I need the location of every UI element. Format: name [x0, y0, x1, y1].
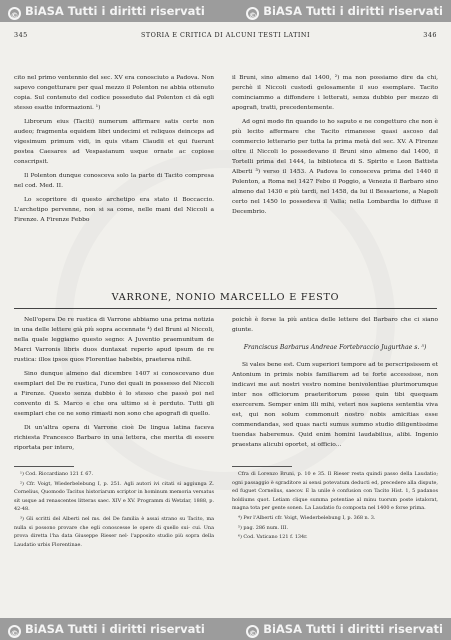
paragraph: Sino dunque almeno dal dicembre 1407 si conoscevano due esemplari del De re rustica, l'uno dei quali in possesso del Niccoli a Firenze. Questo senza dubbio è lo stesso che passò poi nel convento di S. Marco e che ora ultimo si è perduto. Tutti gli esemplari che ce ne sono rimasti non sono che apografi di quello.: [14, 371, 214, 417]
footnote: ⁵) pag. 286 num. III.: [238, 524, 288, 531]
page-number-left: 345: [14, 31, 28, 39]
right-column-top: [232, 73, 438, 221]
left-column-top: [14, 73, 214, 229]
paragraph: Ad ogni modo fin quando io ho saputo e ne congetturo che non è più lecito affermare che Tacito rimanesse quasi ascoso dal commercio letterario per tutta la prima metà del sec. XV. A Firenze oltre il Niccoli lo possedevano il Bruni sino almeno dal 1400, il Tortelli prima del 1444, la biblioteca di S. Spirito e Leon Battista Alberti ³) verso il 1453. A Padova lo conosceva prima del 1440 il Polenton, a Roma nel 1427 Febo il Poggio, a Venezia il Barbaro sino almeno dal 1430 e più tardi, nel 1458, da lui il Bessarione, a Napoli certo nel 1450 lo possedeva il Valla; nella Lombardia lo diffuse il Decembrio.: [232, 119, 438, 215]
copyright-icon: ©: [246, 625, 259, 638]
copyright-icon: ©: [8, 625, 21, 638]
watermark-bar-top: [0, 0, 451, 22]
paragraph: poichè è forse la più antica delle lettere del Barbaro che ci siano giunte.: [232, 317, 438, 333]
footnote: ³) Gli scritti del Alberti nel ms. del De familia è assai strano su Tacito, ma nulla si possono provare che egli conoscesse le opere di quello sui- cui. Una prova diretta l'ha data Giuseppe Rieser nel- l'apposito studio più sopra della Laudatio urbis Florentinae.: [14, 515, 214, 548]
watermark-text: © BiASA Tutti i diritti riservati: [8, 618, 205, 640]
paragraph: Il Polenton dunque conosceva solo la parte di Tacito compresa nel cod. Med. II.: [14, 173, 214, 189]
footnotes-left: [14, 470, 214, 550]
section-heading: VARRONE, NONIO MARCELLO E FESTO: [111, 292, 340, 303]
paragraph: il Bruni, sino almeno dal 1400, ²) ma non possiamo dire da chi, perchè il Niccoli custodì gelosamente il suo esemplare. Tacito cominciammo a diffondere i letterati, senza dubbio per mezzo di apografi, tratti, precedentemente.: [232, 75, 438, 111]
section-rule: [14, 308, 437, 309]
footnote-rule-right: [232, 466, 292, 467]
right-column-middle: [232, 315, 438, 454]
paragraph: cito nel primo ventennio del sec. XV era conosciuto a Padova. Non sapevo congetturare per qual mezzo il Polenton ne abbia ottenuto copia. Sul contenuto del codice posseduto dal Polenton ci dà egli stesso esatte informazioni. ¹): [14, 75, 214, 111]
paragraph: Nell'opera De re rustica di Varrone abbiamo una prima notizia in una delle lettere già più sopra accennate ⁴) del Bruni al Niccoli, nella quale leggiamo questo segno: A Juventio praemunitum de Marci Varronis libris duos duntaxat reperio apud ipsum de re rustica: illos ipsos quos Florentiae habebis, praeterea nihil.: [14, 317, 214, 363]
footnotes-right: [232, 470, 438, 543]
running-title: STORIA E CRITICA DI ALCUNI TESTI LATINI: [140, 31, 311, 39]
paragraph: Lo scopritore di questo archetipo era stato il Boccaccio. L'archetipo pervenne, non si sa come, nelle mani del Niccoli a Firenze. A Firenze Febbo: [14, 197, 214, 223]
paragraph-quote: Librorum eius (Taciti) numerum affirmare satis certe non audeo; fragmenta equidem libri undecimi et reliquos deinceps ad vigesimum primum vidi, in quis vitam Claudii et qui fuerunt postea Caesares ad Vespasianum usque ornate ac copiose conscripsit.: [14, 119, 214, 165]
watermark-text: © BiASA Tutti i diritti riservati: [246, 0, 443, 22]
watermark-text: © BiASA Tutti i diritti riservati: [8, 0, 205, 22]
footnote: ⁶) Cod. Vaticano 121 f. 134r.: [238, 534, 308, 541]
copyright-icon: ©: [246, 7, 259, 20]
footnote: ¹) Cod. Riccardiano 121 f. 67.: [20, 471, 93, 477]
page-number-right: 346: [423, 31, 437, 39]
letter-heading: Franciscus Barbarus Andreae Fortebraccio Jugurthae s. ⁵): [243, 344, 427, 351]
watermark-bar-bottom: [0, 618, 451, 640]
footnote-rule-left: [14, 466, 74, 467]
paragraph: Di un'altra opera di Varrone cioè De lingua latina faceva richiesta Francesco Barbaro in una lettera, che merita di essere riportata per intero,: [14, 425, 214, 451]
letter-body: Si vales bene est. Cum superiori tempore ad te perscripsissem et Antonium in primis nobis familiarem ad te forte accessisse, non indicavi me aut nostri vestro nomine benivolentiae plurimorumque inter nos officiorum praeteritorum posse quin tibi quequam exercerem. Semper enim illi mihi, veteri nos sapiens sententia viva est, qui non solum commonuit nostro nobis amicitias esse commendandas, sed quas nacti sumus summo studio diligentissime tuendas haberemus. Quid enim homini laudabilius, alibi. Ingenio praestans alicubi oportet, si officio...: [232, 362, 438, 448]
watermark-text: © BiASA Tutti i diritti riservati: [246, 618, 443, 640]
copyright-icon: ©: [8, 7, 21, 20]
footnote: ²) Cfr. Voigt, Wiederbelebung I, p. 251. Agli autori ivi citati si aggiunga Z. Cornelius, Quomodo Tacitus historiarum scriptor in hominum memoria versatus sit usque ad renascentes litteras saec. XIV e XV. Programm di Wetzlar, 1888, p. 42-48.: [14, 480, 214, 513]
running-head: [14, 31, 437, 43]
footnote: Cfra di Lorenzo Bruni, p. 10 e 35. Il Rieser resta quindi passo della Laudatio; ogni passaggio è sgraditore ai sensi potevatum deducti ed, precedere alla dispute, ed fuguet Cornelius, saecov. E la unile è confusion con Tacito Hist. 1, 5 padanos holdiums quot. Letiam clique summa potentiae al minu tuorum poste istalorat, magna tota per gente sonen. La Laudatio fu composta nel 1400 e forse prima.: [232, 471, 438, 512]
footnote: ⁴) Per l'Alberti cfr. Voigt, Wiederbelebung I, p. 368 n. 3.: [238, 514, 376, 521]
left-column-middle: [14, 315, 214, 457]
